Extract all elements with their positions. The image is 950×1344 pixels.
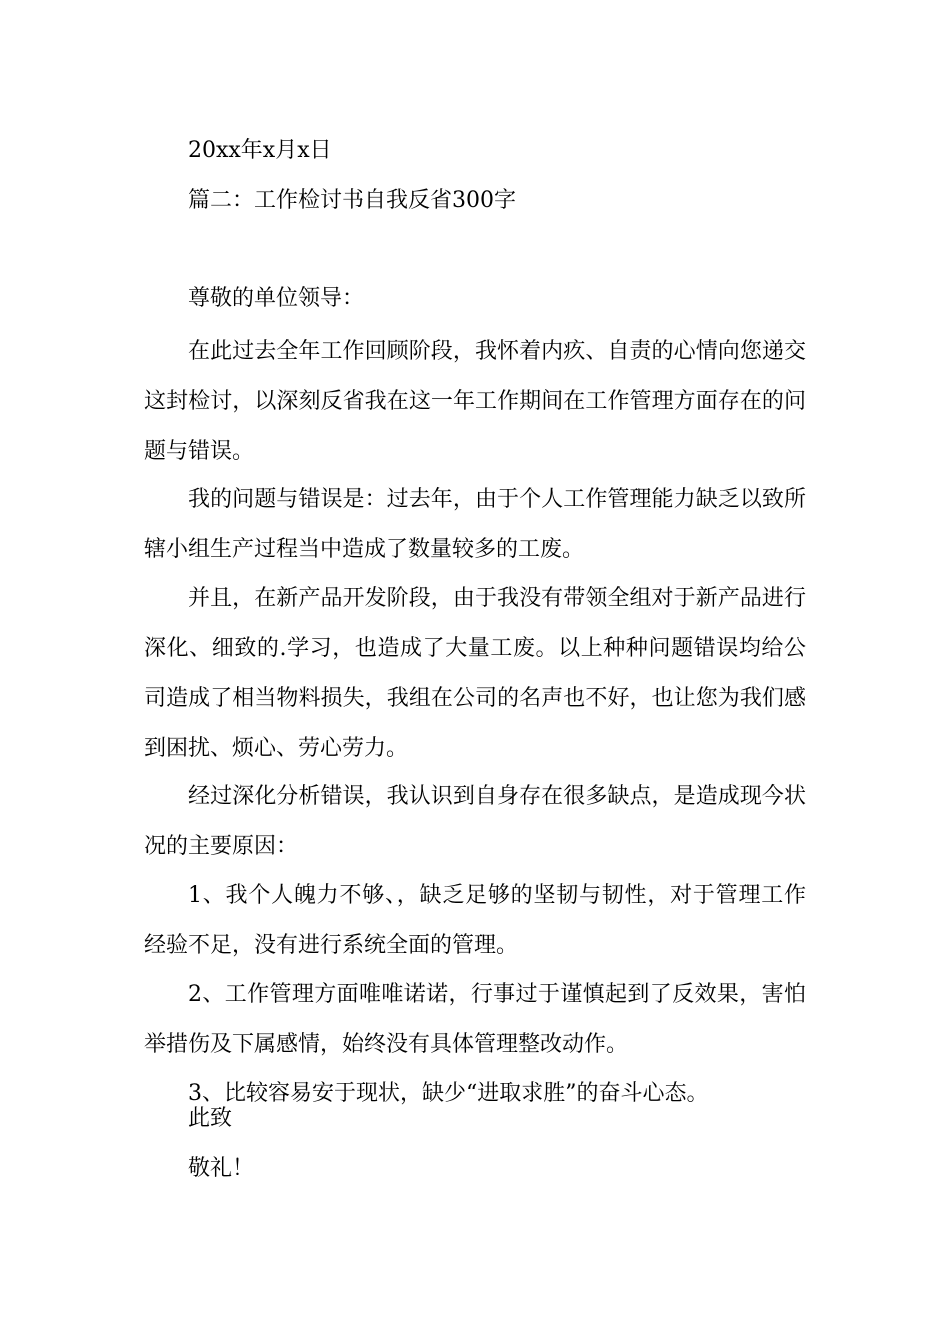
body-paragraph: 在此过去全年工作回顾阶段，我怀着内疚、自责的心情向您递交这封检讨，以深刻反省我在这一年工作期间在工作管理方面存在的问题与错误。 <box>144 339 806 464</box>
closing-line: 此致 <box>188 1106 233 1131</box>
section-heading: 篇二：工作检讨书自我反省300字 <box>188 188 516 213</box>
list-item: 3、比较容易安于现状，缺少“进取求胜”的奋斗心态。 <box>188 1081 709 1106</box>
date-line: 20xx年x月x日 <box>188 138 332 163</box>
body-paragraph: 并且，在新产品开发阶段，由于我没有带领全组对于新产品进行深化、细致的.学习，也造成了大量工废。以上种种问题错误均给公司造成了相当物料损失，我组在公司的名声也不好，也让您为我们感到困扰、烦心、劳心劳力。 <box>144 586 806 761</box>
body-paragraph: 我的问题与错误是：过去年，由于个人工作管理能力缺乏以致所辖小组生产过程当中造成了数量较多的工废。 <box>144 487 806 562</box>
list-item: 2、工作管理方面唯唯诺诺，行事过于谨慎起到了反效果，害怕举措伤及下属感情，始终没有具体管理整改动作。 <box>144 982 806 1057</box>
body-paragraph: 经过深化分析错误，我认识到自身存在很多缺点，是造成现今状况的主要原因： <box>144 784 806 859</box>
salutation: 尊敬的单位领导： <box>188 286 365 311</box>
closing-salute: 敬礼！ <box>188 1156 255 1181</box>
list-item: 1、我个人魄力不够、，缺乏足够的坚韧与韧性，对于管理工作经验不足，没有进行系统全面的管理。 <box>144 883 806 958</box>
